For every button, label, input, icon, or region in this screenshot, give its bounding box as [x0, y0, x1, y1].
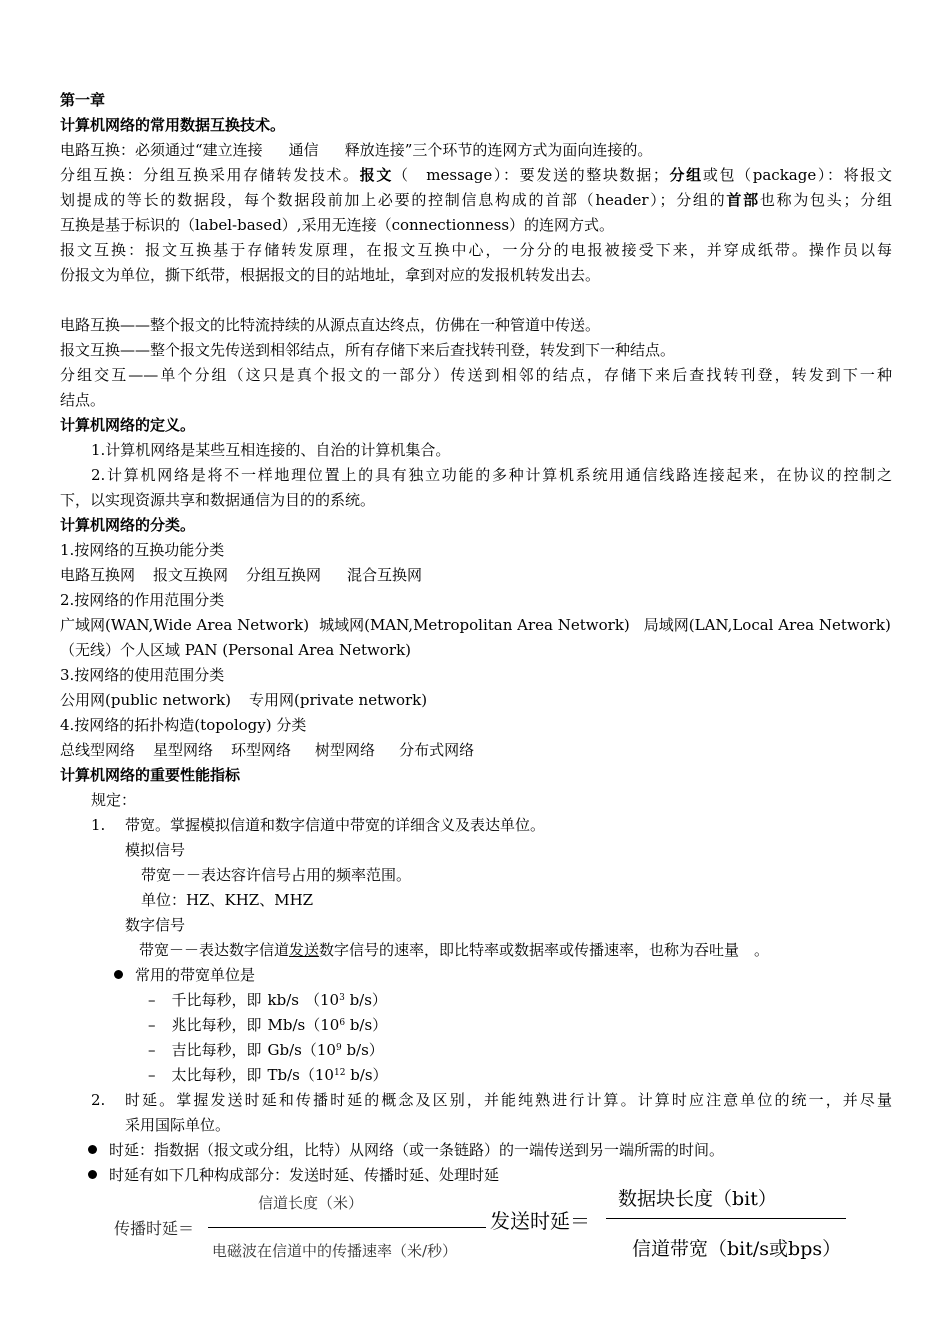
dash-icon: – — [148, 991, 156, 1009]
analog-bandwidth-def: 带宽－－表达容许信号占用的频率范围。 — [141, 866, 412, 884]
classification-1-row — [60, 563, 422, 588]
section-heading-definition: 计算机网络的定义。 — [60, 416, 196, 434]
list-number-1: 1. — [91, 816, 106, 834]
classification-2-row — [60, 613, 891, 638]
bullet-icon — [88, 1145, 97, 1154]
text: 也称为包头；分组 — [759, 191, 892, 209]
delay-definition — [88, 1138, 724, 1163]
classification-2-row-2: （无线）个人区域 PAN (Personal Area Network) — [60, 641, 412, 659]
text: Gb/s — [267, 1041, 302, 1059]
compare-circuit: 电路互换——整个报文的比特流持续的从源点直达终点，仿佛在一种管道中传送。 — [60, 316, 601, 334]
transmission-delay-label: 发送时延＝ — [490, 1209, 590, 1233]
text: 千比每秒，即 — [171, 991, 262, 1009]
chapter-title: 第一章 — [60, 91, 106, 109]
digital-bandwidth-def — [139, 938, 769, 963]
circuit-text-c: 释放连接”三个环节的连网方式为面向连接的。 — [344, 141, 653, 159]
digital-signal-label: 数字信号 — [125, 916, 186, 934]
section-heading-classification: 计算机网络的分类。 — [60, 516, 196, 534]
list-item: 公用网(public network) — [60, 691, 232, 709]
bold-term-packet: 分组 — [667, 166, 703, 184]
bullet-icon — [88, 1170, 97, 1179]
list-item: 电路互换网 — [60, 566, 136, 584]
text: b/s） — [345, 1016, 388, 1034]
classification-3-heading: 3.按网络的使用范围分类 — [60, 666, 225, 684]
classification-1-heading: 1.按网络的互换功能分类 — [60, 541, 225, 559]
transmission-denominator: 信道带宽（bit/s或bps） — [632, 1238, 842, 1260]
list-item: 树型网络 — [315, 741, 376, 759]
list-item: 专用网(private network) — [249, 691, 428, 709]
list-item: 总线型网络 — [60, 741, 136, 759]
analog-bandwidth-unit: 单位：HZ、KHZ、MHZ — [141, 891, 314, 909]
list-number-2: 2. — [91, 1091, 106, 1109]
dash-icon: – — [148, 1066, 156, 1084]
exponent: 12 — [333, 1068, 346, 1078]
rule-label: 规定： — [91, 791, 137, 809]
transmission-numerator: 数据块长度（bit） — [618, 1188, 777, 1210]
delay-item-line-1: 时延。掌握发送时延和传播时延的概念及区别，并能纯熟进行计算。计算时应注意单位的统一，并尽量 — [125, 1091, 892, 1109]
exponent: 3 — [339, 993, 345, 1003]
bandwidth-units-heading — [114, 963, 255, 988]
packet-switching-line-1 — [60, 163, 892, 188]
circuit-text-b: 通信 — [288, 141, 319, 159]
delay-item-line-2: 采用国际单位。 — [125, 1116, 231, 1134]
bold-term-message: 报文 — [359, 166, 393, 184]
bullet-icon — [114, 970, 123, 979]
delay-components — [88, 1163, 499, 1188]
classification-4-row — [60, 738, 474, 763]
analog-signal-label: 模拟信号 — [125, 841, 186, 859]
text: b/s） — [345, 1066, 388, 1084]
text: b/s） — [341, 1041, 384, 1059]
bold-term-header: 首部 — [726, 191, 760, 209]
text: 分组互换：分组互换采用存储转发技术。 — [60, 166, 360, 184]
compare-message: 报文互换——整个报文先传送到相邻结点，所有存储下来后查找转刊登，转发到下一种结点。 — [60, 341, 676, 359]
text: 太比每秒，即 — [171, 1066, 262, 1084]
circuit-text-a: 电路互换：必须通过“建立连接 — [60, 141, 263, 159]
compare-packet-line-2: 结点。 — [60, 391, 106, 409]
propagation-denominator: 电磁波在信道中的传播速率（米/秒） — [212, 1242, 458, 1260]
text: 或包（package）：将报文 — [702, 166, 892, 184]
underlined-term: 发送 — [289, 941, 320, 959]
list-item: 城域网(MAN,Metropolitan Area Network) — [319, 616, 630, 634]
text: （10 — [305, 1016, 340, 1034]
fraction-bar — [606, 1218, 846, 1219]
text: （10 — [299, 1066, 334, 1084]
section-heading-performance: 计算机网络的重要性能指标 — [60, 766, 241, 784]
unit-item — [148, 1063, 388, 1088]
section-heading-switching: 计算机网络的常用数据互换技术。 — [60, 116, 286, 134]
list-item: 报文互换网 — [153, 566, 229, 584]
list-item: 星型网络 — [153, 741, 214, 759]
classification-4-heading: 4.按网络的拓扑构造(topology) 分类 — [60, 716, 307, 734]
unit-item — [148, 1038, 384, 1063]
text: kb/s — [267, 991, 299, 1009]
propagation-delay-label: 传播时延＝ — [114, 1219, 195, 1238]
text: Tb/s — [267, 1066, 300, 1084]
list-item: 局域网(LAN,Local Area Network) — [643, 616, 891, 634]
text: Mb/s — [267, 1016, 306, 1034]
text: （10 — [304, 991, 340, 1009]
compare-packet-line-1: 分组交互——单个分组（这只是真个报文的一部分）传送到相邻的结点，存储下来后查找转刊登，转发到下一种 — [60, 366, 892, 384]
exponent: 6 — [339, 1018, 346, 1028]
text: 吉比每秒，即 — [171, 1041, 262, 1059]
text: b/s） — [344, 991, 387, 1009]
text: 常用的带宽单位是 — [135, 966, 256, 984]
text: 划提成的等长的数据段，每个数据段前加上必要的控制信息构成的首部（header）；分组的 — [60, 191, 727, 209]
message-switching-line-2: 份报文为单位，撕下纸带，根据报文的目的站地址，拿到对应的发报机转发出去。 — [60, 266, 601, 284]
text: 带宽－－表达数字信道 — [139, 941, 290, 959]
bandwidth-item: 带宽。掌握模拟信道和数字信道中带宽的详细含义及表达单位。 — [125, 816, 546, 834]
classification-3-row — [60, 688, 427, 713]
definition-2-line-1: 2.计算机网络是将不一样地理位置上的具有独立功能的多种计算机系统用通信线路连接起来，在协议的控制之 — [91, 466, 892, 484]
text: 时延有如下几种构成部分：发送时延、传播时延、处理时延 — [109, 1166, 500, 1184]
message-switching-line-1: 报文互换：报文互换基于存储转发原理，在报文互换中心，一分分的电报被接受下来，并穿成纸带。操作员以每 — [60, 241, 892, 259]
dash-icon: – — [148, 1016, 156, 1034]
text: 兆比每秒，即 — [171, 1016, 262, 1034]
classification-2-heading: 2.按网络的作用范围分类 — [60, 591, 225, 609]
dash-icon: – — [148, 1041, 156, 1059]
text: （ message）：要发送的整块数据； — [393, 166, 668, 184]
text: 时延：指数据（报文或分组，比特）从网络（或一条链路）的一端传送到另一端所需的时间。 — [109, 1141, 725, 1159]
list-item: 广域网(WAN,Wide Area Network) — [60, 616, 310, 634]
list-item: 环型网络 — [231, 741, 292, 759]
circuit-switching-para — [60, 138, 652, 163]
list-item: 分布式网络 — [399, 741, 475, 759]
text: 数字信号的速率，即比特率或数据率或传播速率，也称为吞吐量 。 — [319, 941, 770, 959]
definition-2-line-2: 下，以实现资源共享和数据通信为目的的系统。 — [60, 491, 376, 509]
exponent: 9 — [335, 1043, 342, 1053]
list-item: 分组互换网 — [246, 566, 322, 584]
definition-1: 1.计算机网络是某些互相连接的、自治的计算机集合。 — [91, 441, 451, 459]
list-item: 混合互换网 — [347, 566, 423, 584]
packet-switching-line-2 — [60, 188, 892, 213]
propagation-numerator: 信道长度（米） — [258, 1194, 364, 1212]
unit-item — [148, 988, 387, 1013]
packet-switching-line-3: 互换是基于标识的（label-based）,采用无连接（connectionness）的连网方式。 — [60, 216, 615, 234]
unit-item — [148, 1013, 387, 1038]
text: （10 — [301, 1041, 336, 1059]
fraction-bar — [208, 1227, 486, 1228]
